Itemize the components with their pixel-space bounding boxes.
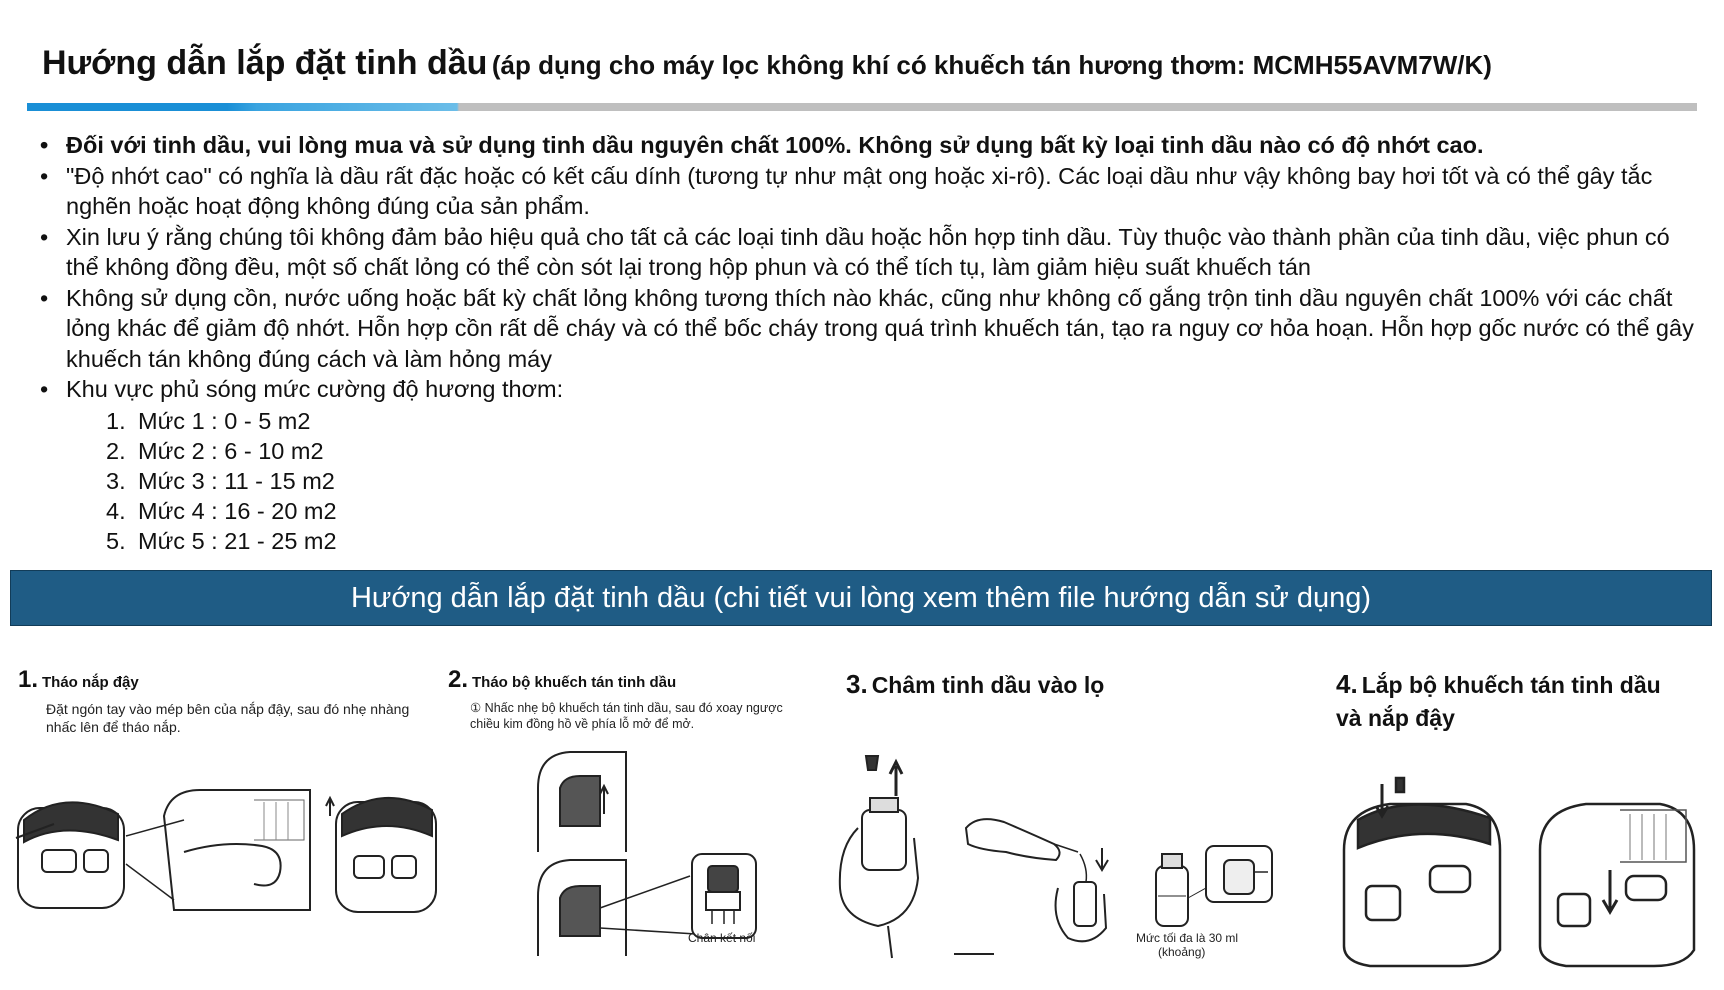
step-1-illustration bbox=[14, 780, 444, 920]
step-3-callout-line1: Mức tối đa là 30 ml bbox=[1136, 931, 1239, 945]
step-3 bbox=[846, 668, 1266, 702]
step-2-title: 2. Tháo bộ khuếch tán tinh dầu bbox=[448, 666, 677, 693]
title-main: Hướng dẫn lắp đặt tinh dầu bbox=[42, 44, 488, 82]
level-item: 1. Mức 1 : 0 - 5 m2 bbox=[106, 408, 311, 434]
intensity-levels-list bbox=[106, 406, 337, 556]
note-item: • Không sử dụng cồn, nước uống hoặc bất kỳ chất lỏng không tương thích nào khác, cũng như không cố gắng trộn tinh dầu nguyên chất 100% với các chất lỏng khác để giảm độ nhớt. Hỗn hợp cồn rất dễ cháy và có thể bốc cháy trong quá trình khuếch tán, tạo ra nguy cơ hỏa hoạn. Hỗn hợp gốc nước có thể gây khuếch tán không đúng cách và làm hỏng máy bbox=[36, 283, 1696, 375]
title-subtitle: (áp dụng cho máy lọc không khí có khuếch tán hương thơm: MCMH55AVM7W/K) bbox=[491, 50, 1492, 80]
step-2-callout: Chân kết nối bbox=[688, 931, 756, 945]
notes-list bbox=[36, 130, 1696, 405]
step-3-callout-line2: (khoảng) bbox=[1158, 945, 1206, 959]
section-banner bbox=[10, 570, 1712, 626]
step-3-title: 3. Châm tinh dầu vào lọ bbox=[846, 669, 1105, 699]
level-item: 2. Mức 2 : 6 - 10 m2 bbox=[106, 438, 324, 464]
note-item: • Khu vực phủ sóng mức cường độ hương thơm: bbox=[36, 374, 1696, 405]
note-item: • "Độ nhớt cao" có nghĩa là dầu rất đặc hoặc có kết cấu dính (tương tự như mật ong hoặc xi-rô). Các loại dầu như vậy không bay hơi tốt và có thể gây tắc nghẽn hoặc hoạt động không đúng của sản phẩm. bbox=[36, 161, 1696, 222]
banner-text: Hướng dẫn lắp đặt tinh dầu (chi tiết vui lòng xem thêm file hướng dẫn sử dụng) bbox=[350, 582, 1371, 614]
step-2-description: ① Nhấc nhẹ bộ khuếch tán tinh dầu, sau đó xoay ngược chiều kim đồng hồ về phía lỗ mở để mở. bbox=[470, 701, 783, 731]
document-title bbox=[42, 44, 1492, 83]
level-item: 4. Mức 4 : 16 - 20 m2 bbox=[106, 498, 337, 524]
step-4 bbox=[1336, 668, 1716, 735]
step-4-title: 4. Lắp bộ khuếch tán tinh dầu bbox=[1336, 669, 1661, 699]
step-1-title: 1. Tháo nắp đậy bbox=[18, 666, 139, 693]
step-2-illustration bbox=[530, 748, 820, 958]
level-item: 5. Mức 5 : 21 - 25 m2 bbox=[106, 528, 337, 554]
step-3-illustration bbox=[818, 748, 1278, 960]
level-item: 3. Mức 3 : 11 - 15 m2 bbox=[106, 468, 335, 494]
title-underline bbox=[27, 103, 1697, 111]
note-item: • Đối với tinh dầu, vui lòng mua và sử dụng tinh dầu nguyên chất 100%. Không sử dụng bất kỳ loại tinh dầu nào có độ nhớt cao. bbox=[36, 130, 1696, 161]
step-4-title-line2: và nắp đậy bbox=[1336, 705, 1455, 731]
note-item: • Xin lưu ý rằng chúng tôi không đảm bảo hiệu quả cho tất cả các loại tinh dầu hoặc hỗn hợp tinh dầu. Tùy thuộc vào thành phần của tinh dầu, việc phun có thể không đồng đều, một số chất lỏng có thể còn sót lại trong hộp phun và có thể tích tụ, làm giảm hiệu suất khuếch tán bbox=[36, 222, 1696, 283]
step-4-illustration bbox=[1330, 770, 1710, 970]
step-1-description: Đặt ngón tay vào mép bên của nắp đậy, sau đó nhẹ nhàng nhấc lên để tháo nắp. bbox=[46, 701, 410, 735]
step-1 bbox=[18, 666, 428, 736]
step-2 bbox=[448, 666, 808, 732]
